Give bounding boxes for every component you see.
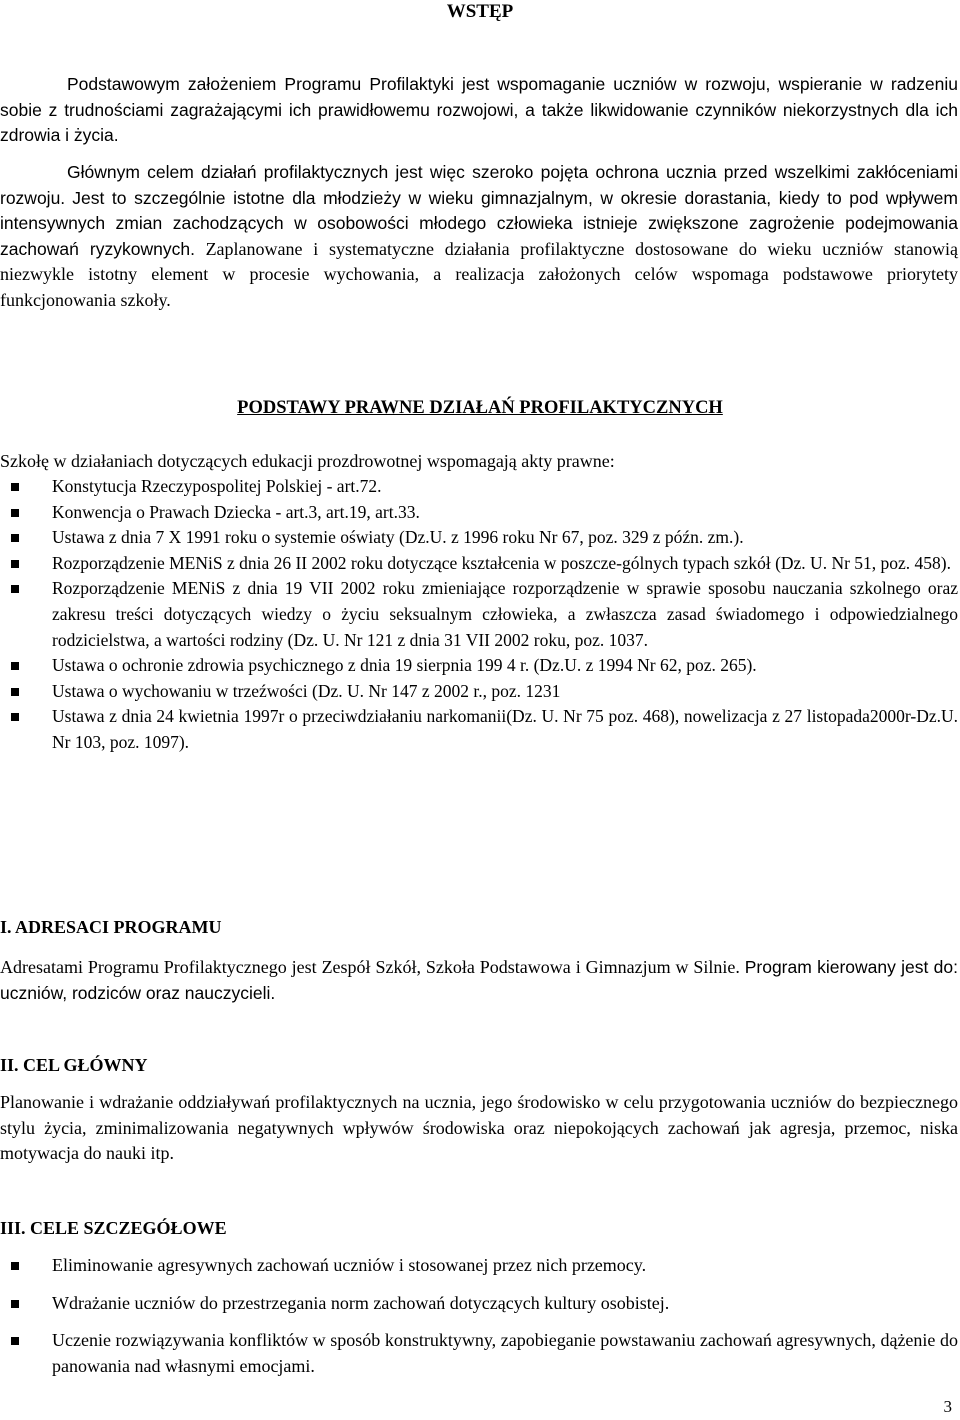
legal-heading: PODSTAWY PRAWNE DZIAŁAŃ PROFILAKTYCZNYCH xyxy=(237,398,723,418)
square-bullet-icon xyxy=(11,534,19,542)
legal-acts-list xyxy=(0,474,958,756)
list-item: Konstytucja Rzeczypospolitej Polskiej - art.72. xyxy=(0,474,958,500)
square-bullet-icon xyxy=(11,1337,19,1345)
section-3-heading: III. CELE SZCZEGÓŁOWE xyxy=(0,1218,227,1238)
list-item: Konwencja o Prawach Dziecka - art.3, art.19, art.33. xyxy=(0,500,958,526)
list-item: Rozporządzenie MENiS z dnia 26 II 2002 roku dotyczące kształcenia w poszcze-gólnych typach szkół (Dz. U. Nr 51, poz. 458). xyxy=(0,551,958,577)
section-1-heading: I. ADRESACI PROGRAMU xyxy=(0,917,222,937)
square-bullet-icon xyxy=(11,585,19,593)
intro-paragraph-1: Podstawowym założeniem Programu Profilaktyki jest wspomaganie uczniów w rozwoju, wspieranie w radzeniu sobie z trudnościami zagrażającymi ich prawidłowemu rozwojowi, a także likwidowanie czynników niekorzystnych dla ich zdrowia i życia. xyxy=(0,74,958,146)
square-bullet-icon xyxy=(11,713,19,721)
list-item: Ustawa o wychowaniu w trzeźwości (Dz. U. Nr 147 z 2002 r., poz. 1231 xyxy=(0,679,958,705)
list-item: Wdrażanie uczniów do przestrzegania norm zachowań dotyczących kultury osobistej. xyxy=(0,1291,958,1317)
legal-lead: Szkołę w działaniach dotyczących edukacji prozdrowotnej wspomagają akty prawne: xyxy=(0,451,615,471)
intro-paragraph-2-end: Zaplanowane i systematyczne działania profilaktyczne dostosowane do wieku uczniów stanowią niezwykle istotny element w procesie wychowania, a realizacja założonych celów wspomaga podstawowe priorytety funkcjonowania szkoły. xyxy=(0,238,958,310)
section-2-heading: II. CEL GŁÓWNY xyxy=(0,1055,148,1075)
section-1-text xyxy=(0,955,958,1006)
page-number: 3 xyxy=(943,1397,952,1416)
square-bullet-icon xyxy=(11,560,19,568)
list-item: Uczenie rozwiązywania konfliktów w sposób konstruktywny, zapobieganie powstawaniu zachowań agresywnych, dążenie do panowania nad własnymi emocjami. xyxy=(0,1328,958,1379)
square-bullet-icon xyxy=(11,483,19,491)
intro-paragraph-2-lead: Głównym celem działań profilaktycznych jest więc szeroko pojęta ochrona ucznia przed wszelkimi zakłóceniami rozwoju. xyxy=(0,162,958,208)
list-item: Ustawa z dnia 7 X 1991 roku o systemie oświaty (Dz.U. z 1996 roku Nr 67, poz. 329 z późn. zm.). xyxy=(0,525,958,551)
intro-paragraph-2-middle: Jest to szczególnie istotne dla młodzieży w wieku gimnazjalnym, w okresie dorastania, kiedy to pod wpływem intensywnych zmian zachodzących w osobowości młodego człowieka istnieje zwiększone zagrożenie podejmowania zachowań ryzykownych. xyxy=(0,187,958,259)
square-bullet-icon xyxy=(11,509,19,517)
page-title: WSTĘP xyxy=(446,1,514,22)
list-item: Ustawa z dnia 24 kwietnia 1997r o przeciwdziałaniu narkomanii(Dz. U. Nr 75 poz. 468), nowelizacja z 27 listopada2000r-Dz.U. Nr 103, poz. 1097). xyxy=(0,704,958,755)
list-item: Rozporządzenie MENiS z dnia 19 VII 2002 roku zmieniające rozporządzenie w sprawie sposobu nauczania szkolnego oraz zakresu treści dotyczących wiedzy o życiu seksualnym człowieka, a zwłaszcza zasad świadomego i odpowiedzialnego rodzicielstwa, a wartości rodziny (Dz. U. Nr 121 z dnia 31 VII 2002 roku, poz. 1037. xyxy=(0,576,958,653)
specific-goals-list xyxy=(0,1253,958,1379)
square-bullet-icon xyxy=(11,688,19,696)
list-item: Eliminowanie agresywnych zachowań uczniów i stosowanej przez nich przemocy. xyxy=(0,1253,958,1279)
list-item: Ustawa o ochronie zdrowia psychicznego z dnia 19 sierpnia 199 4 r. (Dz.U. z 1994 Nr 62, poz. 265). xyxy=(0,653,958,679)
intro-paragraph-2 xyxy=(0,160,958,314)
square-bullet-icon xyxy=(11,662,19,670)
section-1-text-end: Program kierowany jest do: uczniów, rodziców oraz nauczycieli. xyxy=(0,957,958,1003)
section-1-text-lead: Adresatami Programu Profilaktycznego jest Zespół Szkół, Szkoła Podstawowa i Gimnazjum w Silnie. xyxy=(0,957,740,977)
square-bullet-icon xyxy=(11,1300,19,1308)
section-2-text: Planowanie i wdrażanie oddziaływań profilaktycznych na ucznia, jego środowisko w celu przygotowania uczniów do bezpiecznego stylu życia, zminimalizowania negatywnych wpływów środowiska oraz niepokojących zachowań jak agresja, przemoc, niska motywacja do nauki itp. xyxy=(0,1092,958,1164)
square-bullet-icon xyxy=(11,1262,19,1270)
